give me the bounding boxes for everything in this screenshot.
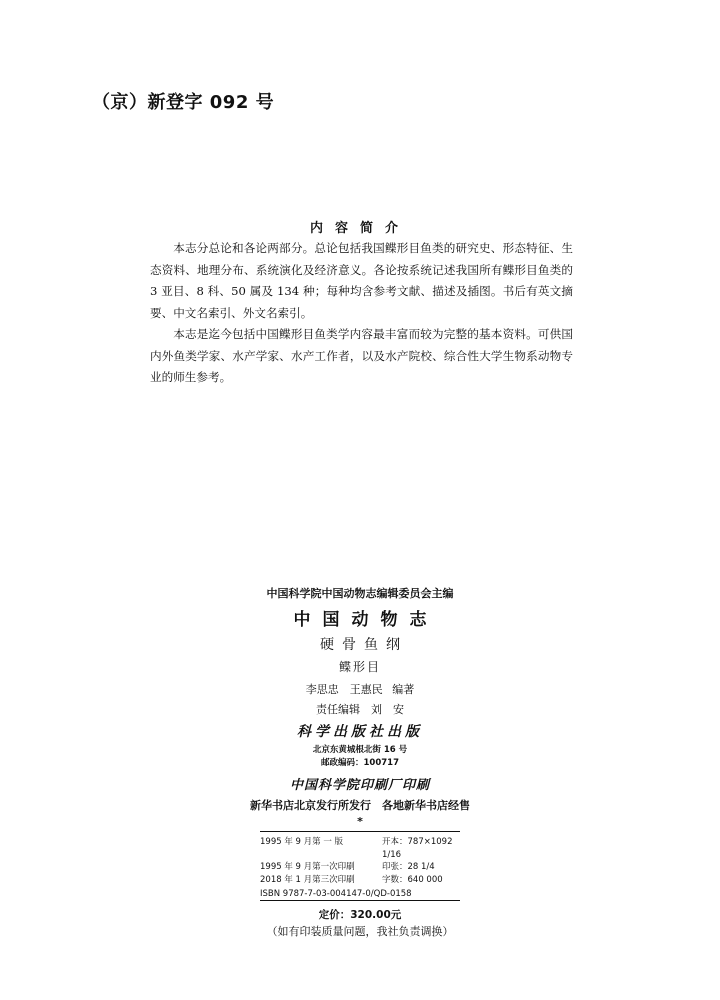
spec-first-printing: 1995 年 9 月第一次印刷 bbox=[260, 862, 355, 872]
registration-number: （京）新登字 092 号 bbox=[92, 92, 275, 113]
spec-sheets: 印张：28 1/4 bbox=[382, 862, 435, 872]
spec-word-count: 字数：640 000 bbox=[382, 874, 443, 885]
publisher-postcode: 邮政编码：100717 bbox=[321, 758, 399, 768]
quality-note: （如有印装质量问题，我社负责调换） bbox=[266, 925, 454, 938]
summary-paragraph: 本志分总论和各论两部分。总论包括我国鲽形目鱼类的研究史、形态特征、生态资料、地理分布、系统演化及经济意义。各论按系统记述我国所有鲽形目鱼类的 3 亚目、8 科、50 属及 134 种；每种均含参考文献、描述及插图。书后有英文摘要、中文名索引、外文名索引。 bbox=[150, 241, 573, 320]
separator-star: * bbox=[357, 815, 363, 828]
summary-paragraph: 本志是迄今包括中国鲽形目鱼类学内容最丰富而较为完整的基本资料。可供国内外鱼类学家、水产学家、水产工作者，以及水产院校、综合性大学生物系动物专业的师生参考。 bbox=[150, 327, 573, 384]
price: 定价：320.00元 bbox=[318, 909, 402, 921]
summary-title: 内容简介 bbox=[309, 221, 410, 236]
spec-format: 开本：787×1092 1/16 bbox=[382, 837, 461, 860]
summary-body bbox=[150, 238, 573, 389]
publisher-address: 北京东黄城根北街 16 号 bbox=[312, 745, 408, 755]
printer: 中国科学院印刷厂印刷 bbox=[289, 778, 430, 793]
isbn: ISBN 9787-7-03-004147-0/QD-0158 bbox=[260, 889, 412, 899]
publisher: 科学出版社出版 bbox=[297, 724, 423, 740]
colophon bbox=[0, 585, 720, 939]
book-subtitle-class: 硬骨鱼纲 bbox=[320, 637, 408, 653]
spec-third-printing: 2018 年 1 月第三次印刷 bbox=[260, 874, 355, 885]
book-title: 中国动物志 bbox=[293, 610, 439, 630]
authors: 李思忠 王惠民 编著 bbox=[305, 683, 415, 696]
distribution: 新华书店北京发行所发行 各地新华书店经售 bbox=[250, 799, 470, 812]
editorial-committee: 中国科学院中国动物志编辑委员会主编 bbox=[266, 587, 454, 600]
divider-rule bbox=[260, 900, 460, 901]
book-subtitle-order: 鲽形目 bbox=[338, 660, 381, 674]
responsible-editor: 责任编辑 刘 安 bbox=[316, 703, 404, 716]
spec-row bbox=[260, 874, 460, 887]
divider-rule bbox=[260, 831, 460, 832]
print-specs bbox=[260, 836, 460, 886]
spec-edition: 1995 年 9 月第 一 版 bbox=[260, 837, 344, 847]
spec-row bbox=[260, 861, 460, 874]
spec-row bbox=[260, 836, 460, 861]
